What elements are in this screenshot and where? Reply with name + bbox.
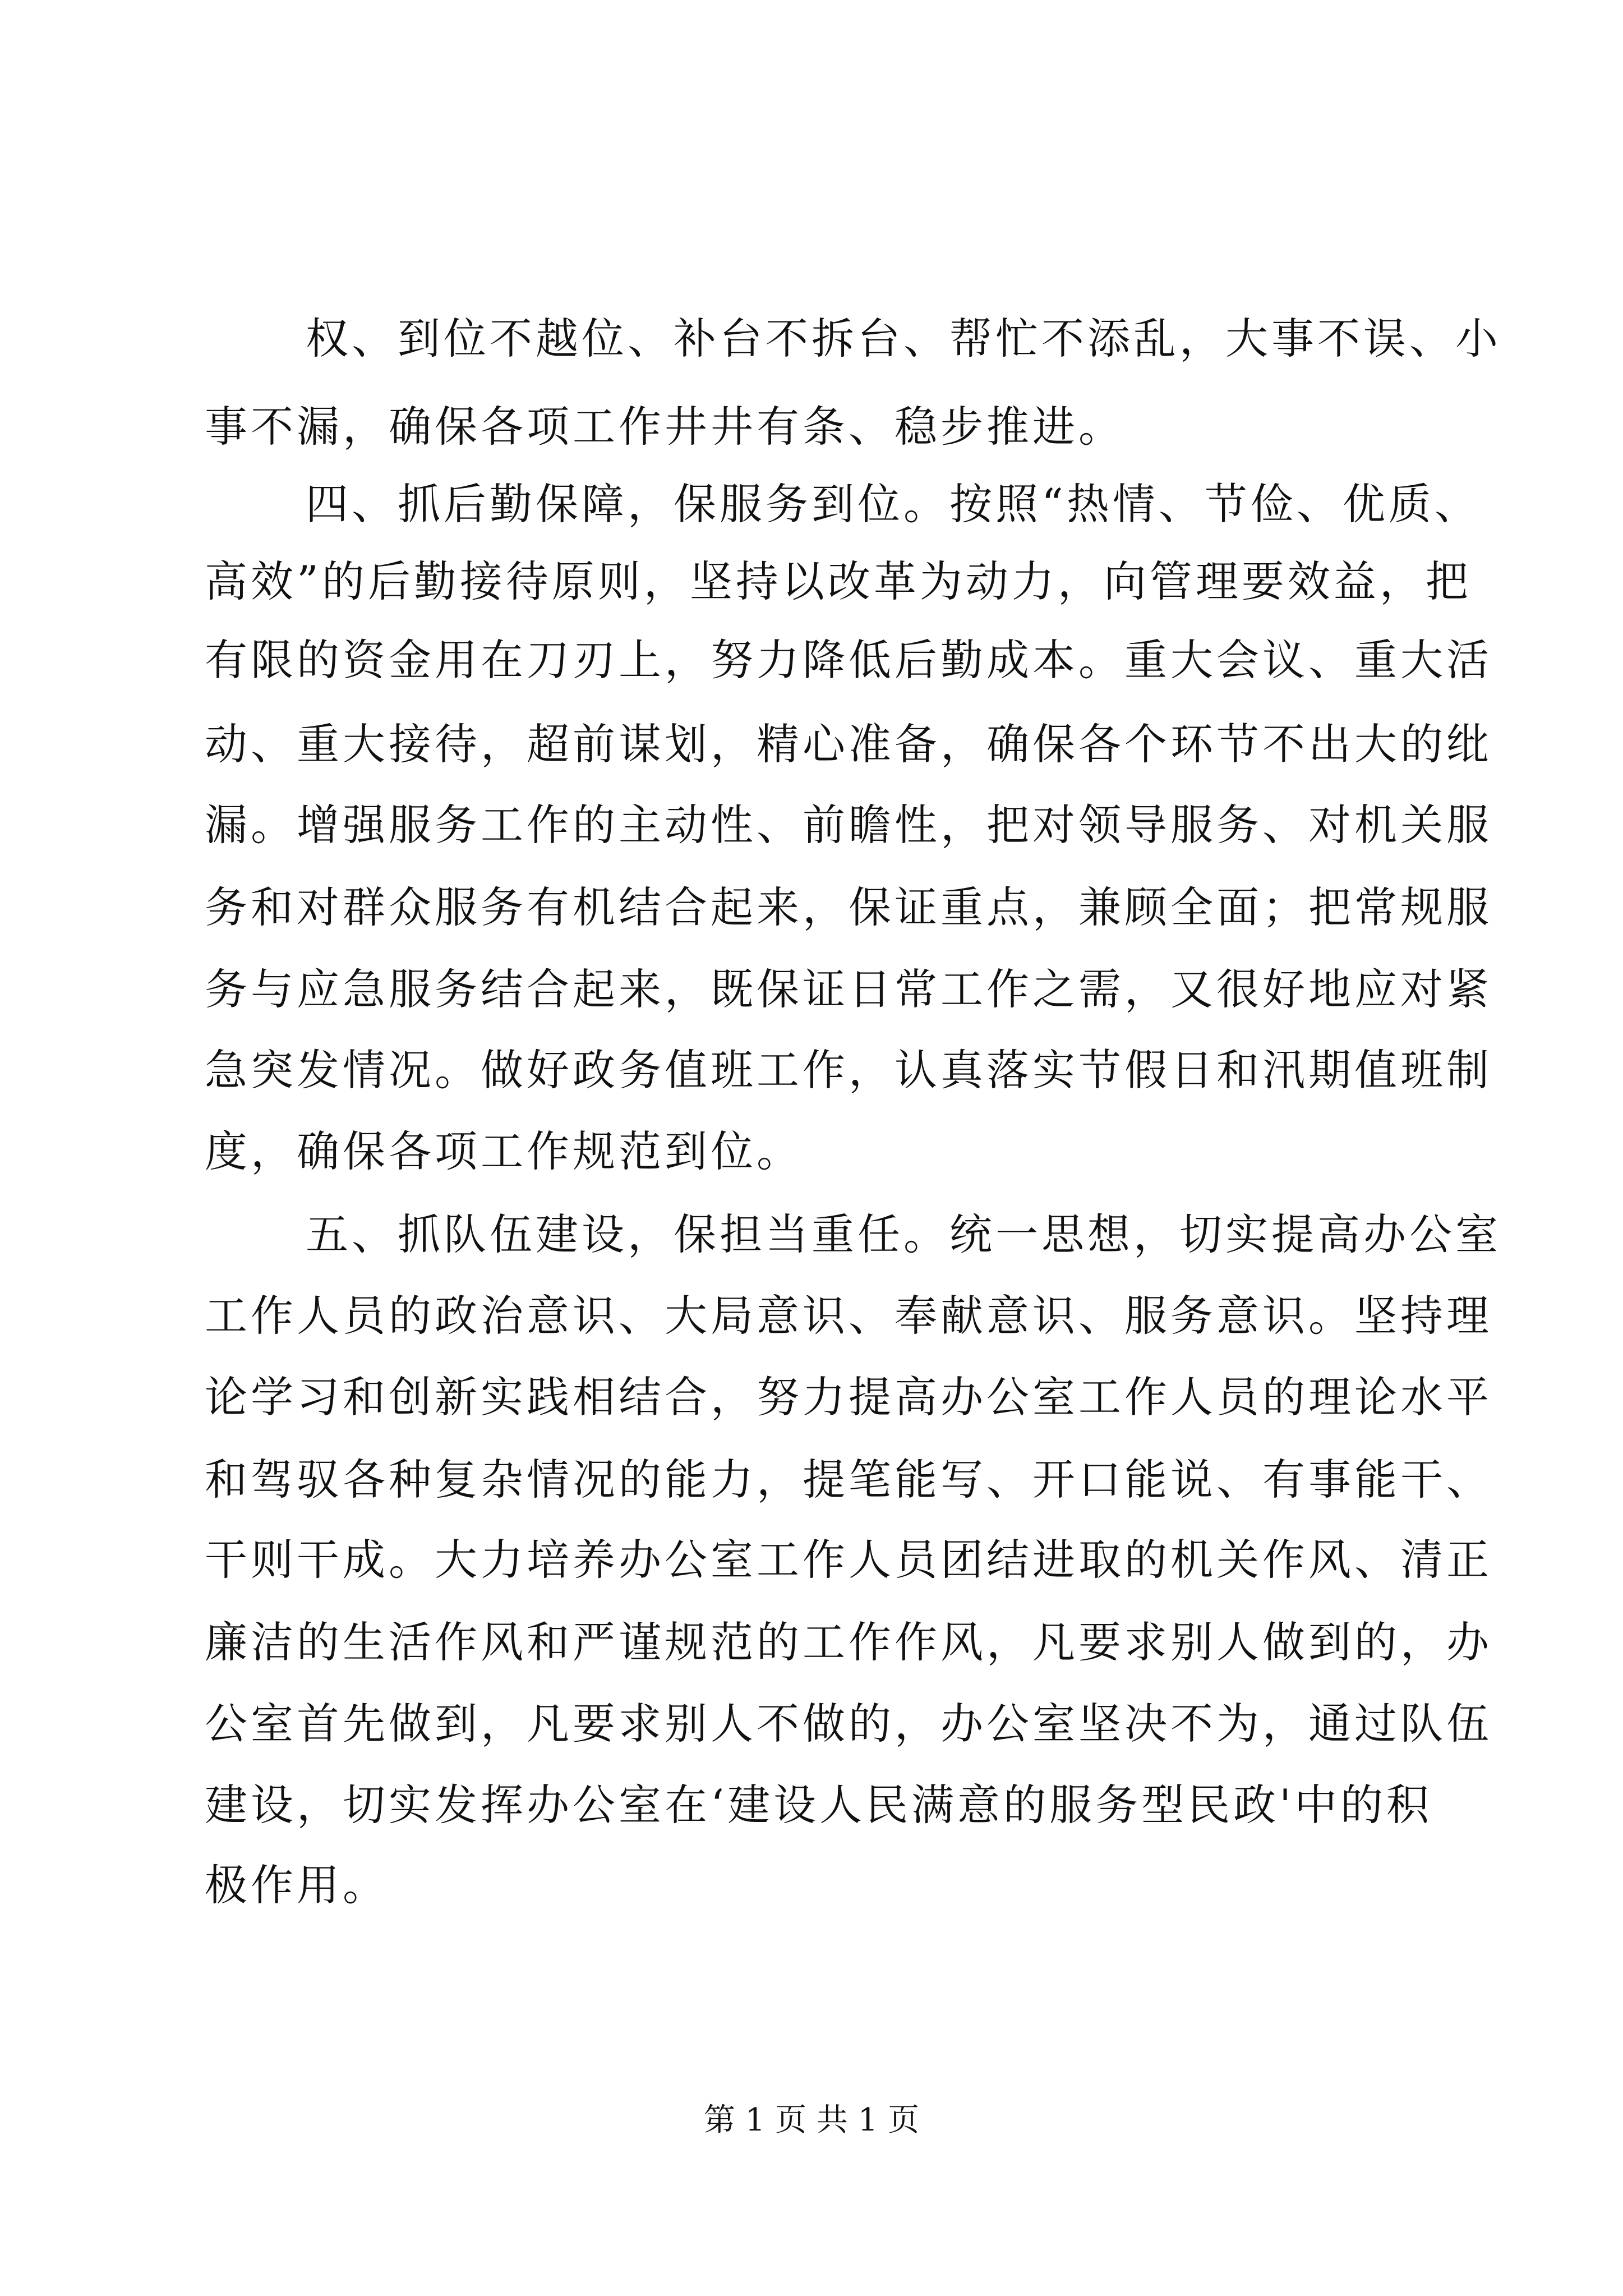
text-line: 务和对群众服务有机结合起来，保证重点，兼顾全面；把常规服	[205, 882, 1492, 932]
text-line: 漏。增强服务工作的主动性、前瞻性，把对领导服务、对机关服	[205, 800, 1492, 850]
text-line: 论学习和创新实践相结合，努力提高办公室工作人员的理论水平	[205, 1372, 1492, 1422]
text-line: 极作用。	[205, 1860, 389, 1910]
text-line: 务与应急服务结合起来，既保证日常工作之需，又很好地应对紧	[205, 964, 1492, 1014]
text-line: 和驾驭各种复杂情况的能力，提笔能写、开口能说、有事能干、	[205, 1455, 1492, 1504]
text-line: 高效”的后勤接待原则，坚持以改革为动力，向管理要效益，把	[205, 556, 1472, 606]
text-line: 五、抓队伍建设，保担当重任。统一思想，切实提高办公室	[306, 1209, 1501, 1259]
text-line: 急突发情况。做好政务值班工作，认真落实节假日和汛期值班制	[205, 1045, 1492, 1095]
text-line: 度，确保各项工作规范到位。	[205, 1126, 803, 1176]
text-line: 有限的资金用在刀刃上，努力降低后勤成本。重大会议、重大活	[205, 635, 1492, 685]
text-line: 动、重大接待，超前谋划，精心准备，确保各个环节不出大的纰	[205, 719, 1492, 769]
text-line: 公室首先做到，凡要求别人不做的，办公室坚决不为，通过队伍	[205, 1699, 1492, 1749]
text-line: 工作人员的政治意识、大局意识、奉献意识、服务意识。坚持理	[205, 1291, 1492, 1341]
text-line: 权、到位不越位、补台不拆台、帮忙不添乱，大事不误、小	[306, 314, 1501, 364]
page-footer	[0, 2101, 1623, 2140]
text-line: 建设，切实发挥办公室在‘建设人民满意的服务型民政'中的积	[205, 1780, 1433, 1830]
text-line: 事不漏，确保各项工作井井有条、稳步推进。	[205, 402, 1124, 452]
page-number: 第 1 页 共 1 页	[703, 2102, 920, 2138]
text-line: 四、抓后勤保障，保服务到位。按照“热情、节俭、优质、	[306, 479, 1481, 529]
text-line: 廉洁的生活作风和严谨规范的工作作风，凡要求别人做到的，办	[205, 1617, 1492, 1667]
text-line: 干则干成。大力培养办公室工作人员团结进取的机关作风、清正	[205, 1535, 1492, 1585]
